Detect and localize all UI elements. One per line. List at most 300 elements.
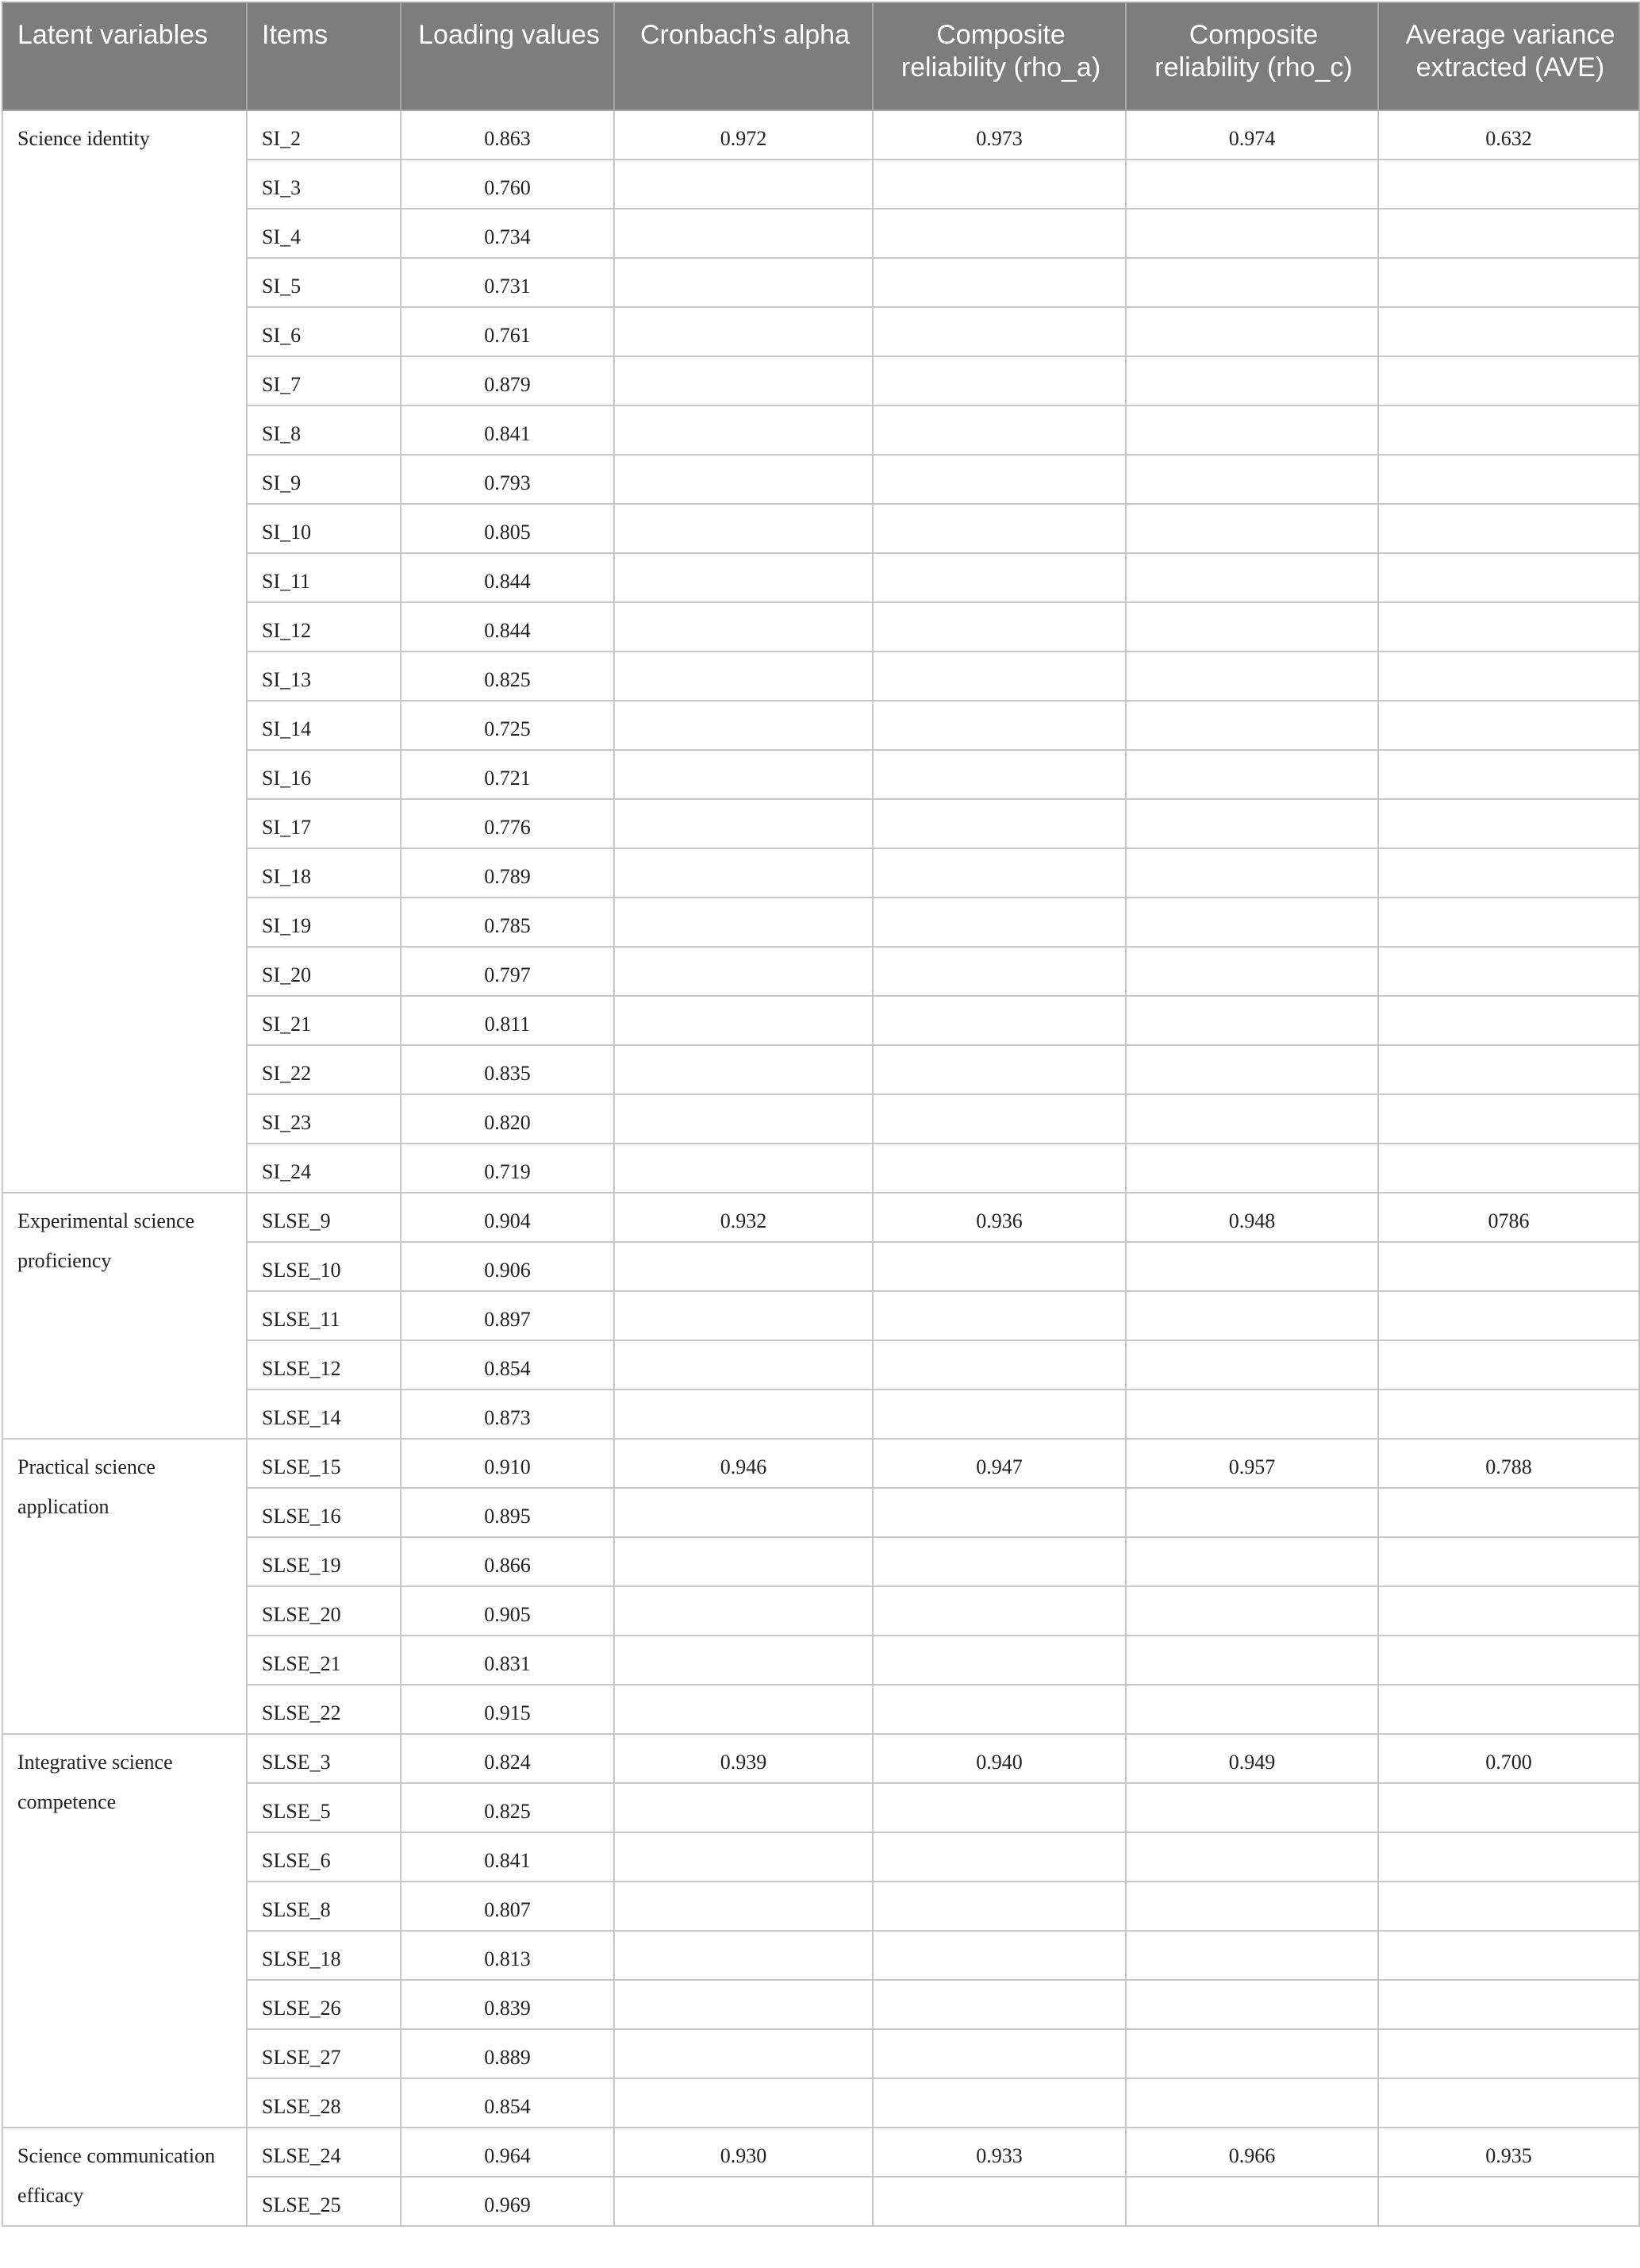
loading-value-cell: 0.805 (401, 504, 614, 553)
loading-value-cell: 0.721 (401, 750, 614, 799)
table-row (2, 1685, 1639, 1734)
loading-value-cell: 0.866 (401, 1537, 614, 1586)
header-composite-reliability-rho-a: Composite reliability (rho_a) (873, 2, 1126, 110)
loading-value-cell: 0.839 (401, 1980, 614, 2029)
table-row (2, 602, 1639, 652)
item-cell: SI_3 (247, 160, 401, 209)
loading-value-cell: 0.905 (401, 1586, 614, 1636)
loading-value-cell: 0.797 (401, 947, 614, 996)
table-row (2, 1832, 1639, 1882)
header-row (2, 2, 1639, 110)
rho-a-cell (873, 1586, 1126, 1636)
rho-a-cell (873, 2078, 1126, 2128)
rho-c-cell (1126, 209, 1378, 258)
rho-c-cell (1126, 1931, 1378, 1980)
ave-cell (1378, 701, 1639, 750)
item-cell: SI_20 (247, 947, 401, 996)
table-row (2, 750, 1639, 799)
alpha-cell (614, 1291, 873, 1340)
rho-a-cell: 0.973 (873, 110, 1126, 160)
rho-c-cell (1126, 307, 1378, 356)
rho-c-cell (1126, 455, 1378, 504)
loading-value-cell: 0.731 (401, 258, 614, 307)
loading-value-cell: 0.820 (401, 1094, 614, 1144)
alpha-cell (614, 1094, 873, 1144)
loading-value-cell: 0.835 (401, 1045, 614, 1094)
rho-a-cell (873, 652, 1126, 701)
alpha-cell (614, 1242, 873, 1291)
rho-c-cell (1126, 1291, 1378, 1340)
header-ave: Average variance extracted (AVE) (1378, 2, 1639, 110)
item-cell: SLSE_14 (247, 1390, 401, 1439)
header-latent-variables: Latent variables (2, 2, 247, 110)
loading-value-cell: 0.831 (401, 1636, 614, 1685)
item-cell: SLSE_20 (247, 1586, 401, 1636)
rho-a-cell (873, 1783, 1126, 1832)
item-cell: SI_22 (247, 1045, 401, 1094)
rho-a-cell (873, 504, 1126, 553)
ave-cell (1378, 1783, 1639, 1832)
loading-value-cell: 0.825 (401, 652, 614, 701)
rho-a-cell (873, 996, 1126, 1045)
item-cell: SLSE_19 (247, 1537, 401, 1586)
ave-cell (1378, 1144, 1639, 1193)
rho-c-cell (1126, 1242, 1378, 1291)
ave-cell (1378, 898, 1639, 947)
table-row (2, 1882, 1639, 1931)
latent-variable-cell: Integrative science competence (2, 1734, 247, 2128)
alpha-cell: 0.932 (614, 1193, 873, 1242)
alpha-cell (614, 898, 873, 947)
rho-c-cell (1126, 1094, 1378, 1144)
loading-value-cell: 0.734 (401, 209, 614, 258)
item-cell: SI_18 (247, 848, 401, 898)
loading-value-cell: 0.844 (401, 553, 614, 602)
loading-value-cell: 0.906 (401, 1242, 614, 1291)
alpha-cell (614, 406, 873, 455)
table-row (2, 1931, 1639, 1980)
loading-value-cell: 0.761 (401, 307, 614, 356)
loading-value-cell: 0.760 (401, 160, 614, 209)
alpha-cell (614, 1390, 873, 1439)
table-row (2, 1734, 1639, 1783)
item-cell: SI_8 (247, 406, 401, 455)
rho-a-cell (873, 1832, 1126, 1882)
ave-cell (1378, 406, 1639, 455)
alpha-cell (614, 307, 873, 356)
ave-cell (1378, 1685, 1639, 1734)
rho-a-cell (873, 898, 1126, 947)
ave-cell (1378, 1291, 1639, 1340)
table-row (2, 209, 1639, 258)
loading-value-cell: 0.915 (401, 1685, 614, 1734)
loading-value-cell: 0.719 (401, 1144, 614, 1193)
latent-variable-cell: Science communication efficacy (2, 2128, 247, 2226)
item-cell: SLSE_26 (247, 1980, 401, 2029)
table-row (2, 1193, 1639, 1242)
loading-value-cell: 0.824 (401, 1734, 614, 1783)
loading-value-cell: 0.776 (401, 799, 614, 848)
rho-c-cell (1126, 1882, 1378, 1931)
table-row (2, 1144, 1639, 1193)
ave-cell: 0786 (1378, 1193, 1639, 1242)
loading-value-cell: 0.813 (401, 1931, 614, 1980)
rho-c-cell (1126, 701, 1378, 750)
header-composite-reliability-rho-c: Composite reliability (rho_c) (1126, 2, 1378, 110)
rho-c-cell (1126, 1340, 1378, 1390)
item-cell: SLSE_21 (247, 1636, 401, 1685)
rho-c-cell (1126, 1783, 1378, 1832)
ave-cell (1378, 2029, 1639, 2078)
latent-variable-cell: Science identity (2, 110, 247, 1193)
table-body (2, 110, 1639, 2226)
rho-a-cell (873, 848, 1126, 898)
item-cell: SI_2 (247, 110, 401, 160)
rho-a-cell (873, 1094, 1126, 1144)
ave-cell: 0.788 (1378, 1439, 1639, 1488)
rho-a-cell (873, 356, 1126, 406)
reliability-table (2, 2, 1640, 2227)
item-cell: SLSE_24 (247, 2128, 401, 2177)
item-cell: SI_4 (247, 209, 401, 258)
table-row (2, 1242, 1639, 1291)
table-row (2, 160, 1639, 209)
table-row (2, 406, 1639, 455)
item-cell: SLSE_6 (247, 1832, 401, 1882)
ave-cell (1378, 1586, 1639, 1636)
table-row (2, 799, 1639, 848)
rho-a-cell (873, 799, 1126, 848)
rho-c-cell (1126, 1144, 1378, 1193)
item-cell: SI_6 (247, 307, 401, 356)
item-cell: SLSE_5 (247, 1783, 401, 1832)
latent-variable-cell: Experimental science proficiency (2, 1193, 247, 1439)
ave-cell (1378, 1488, 1639, 1537)
loading-value-cell: 0.879 (401, 356, 614, 406)
loading-value-cell: 0.841 (401, 406, 614, 455)
item-cell: SLSE_10 (247, 1242, 401, 1291)
item-cell: SI_5 (247, 258, 401, 307)
rho-c-cell (1126, 1636, 1378, 1685)
ave-cell (1378, 1832, 1639, 1882)
loading-value-cell: 0.863 (401, 110, 614, 160)
loading-value-cell: 0.889 (401, 2029, 614, 2078)
alpha-cell (614, 652, 873, 701)
rho-a-cell (873, 258, 1126, 307)
item-cell: SLSE_18 (247, 1931, 401, 1980)
loading-value-cell: 0.785 (401, 898, 614, 947)
rho-c-cell (1126, 1045, 1378, 1094)
rho-a-cell (873, 1340, 1126, 1390)
table-row (2, 2029, 1639, 2078)
item-cell: SI_10 (247, 504, 401, 553)
loading-value-cell: 0.854 (401, 2078, 614, 2128)
loading-value-cell: 0.854 (401, 1340, 614, 1390)
alpha-cell (614, 1537, 873, 1586)
ave-cell (1378, 356, 1639, 406)
rho-a-cell (873, 1488, 1126, 1537)
table-row (2, 2177, 1639, 2226)
ave-cell (1378, 553, 1639, 602)
loading-value-cell: 0.807 (401, 1882, 614, 1931)
table-row (2, 2078, 1639, 2128)
item-cell: SI_21 (247, 996, 401, 1045)
alpha-cell (614, 504, 873, 553)
rho-a-cell (873, 1045, 1126, 1094)
ave-cell (1378, 1537, 1639, 1586)
alpha-cell (614, 1882, 873, 1931)
rho-c-cell (1126, 848, 1378, 898)
rho-a-cell (873, 750, 1126, 799)
rho-a-cell (873, 209, 1126, 258)
item-cell: SLSE_25 (247, 2177, 401, 2226)
ave-cell (1378, 307, 1639, 356)
loading-value-cell: 0.910 (401, 1439, 614, 1488)
loading-value-cell: 0.904 (401, 1193, 614, 1242)
alpha-cell (614, 1586, 873, 1636)
ave-cell (1378, 258, 1639, 307)
item-cell: SI_16 (247, 750, 401, 799)
rho-c-cell (1126, 1980, 1378, 2029)
alpha-cell (614, 1783, 873, 1832)
rho-c-cell (1126, 2029, 1378, 2078)
alpha-cell (614, 750, 873, 799)
table-row (2, 504, 1639, 553)
rho-a-cell (873, 701, 1126, 750)
ave-cell (1378, 504, 1639, 553)
rho-a-cell (873, 553, 1126, 602)
rho-c-cell (1126, 504, 1378, 553)
item-cell: SLSE_16 (247, 1488, 401, 1537)
table-row (2, 701, 1639, 750)
loading-value-cell: 0.811 (401, 996, 614, 1045)
item-cell: SLSE_22 (247, 1685, 401, 1734)
rho-c-cell (1126, 996, 1378, 1045)
item-cell: SI_19 (247, 898, 401, 947)
rho-c-cell (1126, 258, 1378, 307)
loading-value-cell: 0.897 (401, 1291, 614, 1340)
ave-cell (1378, 799, 1639, 848)
alpha-cell (614, 799, 873, 848)
ave-cell (1378, 750, 1639, 799)
rho-a-cell: 0.933 (873, 2128, 1126, 2177)
table-row (2, 1586, 1639, 1636)
loading-value-cell: 0.725 (401, 701, 614, 750)
item-cell: SLSE_3 (247, 1734, 401, 1783)
table-row (2, 1291, 1639, 1340)
item-cell: SI_7 (247, 356, 401, 406)
alpha-cell (614, 209, 873, 258)
rho-c-cell (1126, 406, 1378, 455)
table-row (2, 1340, 1639, 1390)
item-cell: SLSE_28 (247, 2078, 401, 2128)
rho-a-cell (873, 1685, 1126, 1734)
alpha-cell (614, 356, 873, 406)
table-row (2, 1094, 1639, 1144)
ave-cell (1378, 848, 1639, 898)
rho-a-cell: 0.947 (873, 1439, 1126, 1488)
table-row (2, 1045, 1639, 1094)
rho-a-cell: 0.936 (873, 1193, 1126, 1242)
alpha-cell (614, 848, 873, 898)
ave-cell: 0.935 (1378, 2128, 1639, 2177)
rho-a-cell (873, 1980, 1126, 2029)
alpha-cell (614, 1931, 873, 1980)
header-items: Items (247, 2, 401, 110)
rho-c-cell (1126, 160, 1378, 209)
alpha-cell (614, 160, 873, 209)
rho-a-cell (873, 160, 1126, 209)
alpha-cell (614, 2078, 873, 2128)
alpha-cell (614, 258, 873, 307)
rho-a-cell (873, 455, 1126, 504)
item-cell: SI_13 (247, 652, 401, 701)
rho-a-cell (873, 1931, 1126, 1980)
rho-a-cell (873, 2177, 1126, 2226)
alpha-cell: 0.939 (614, 1734, 873, 1783)
ave-cell (1378, 455, 1639, 504)
alpha-cell (614, 2029, 873, 2078)
rho-a-cell (873, 602, 1126, 652)
rho-c-cell (1126, 799, 1378, 848)
ave-cell (1378, 996, 1639, 1045)
rho-c-cell (1126, 1586, 1378, 1636)
header-cronbachs-alpha: Cronbach’s alpha (614, 2, 873, 110)
ave-cell (1378, 209, 1639, 258)
table-row (2, 898, 1639, 947)
ave-cell: 0.700 (1378, 1734, 1639, 1783)
alpha-cell (614, 1636, 873, 1685)
rho-c-cell (1126, 602, 1378, 652)
alpha-cell (614, 1685, 873, 1734)
loading-value-cell: 0.969 (401, 2177, 614, 2226)
ave-cell (1378, 1390, 1639, 1439)
rho-a-cell (873, 1390, 1126, 1439)
rho-a-cell (873, 406, 1126, 455)
table-row (2, 1980, 1639, 2029)
table-row (2, 356, 1639, 406)
table-row (2, 1636, 1639, 1685)
alpha-cell: 0.946 (614, 1439, 873, 1488)
rho-c-cell (1126, 2177, 1378, 2226)
rho-c-cell (1126, 898, 1378, 947)
table-row (2, 996, 1639, 1045)
alpha-cell: 0.930 (614, 2128, 873, 2177)
item-cell: SLSE_11 (247, 1291, 401, 1340)
table-row (2, 307, 1639, 356)
rho-c-cell (1126, 1488, 1378, 1537)
table-row (2, 1439, 1639, 1488)
table-row (2, 947, 1639, 996)
item-cell: SLSE_15 (247, 1439, 401, 1488)
table-row (2, 2128, 1639, 2177)
table-row (2, 1390, 1639, 1439)
alpha-cell (614, 553, 873, 602)
header-loading-values: Loading values (401, 2, 614, 110)
table-row (2, 553, 1639, 602)
loading-value-cell: 0.789 (401, 848, 614, 898)
alpha-cell (614, 1488, 873, 1537)
alpha-cell (614, 455, 873, 504)
ave-cell (1378, 1882, 1639, 1931)
loading-value-cell: 0.964 (401, 2128, 614, 2177)
ave-cell (1378, 652, 1639, 701)
rho-c-cell (1126, 356, 1378, 406)
rho-c-cell (1126, 652, 1378, 701)
rho-c-cell (1126, 1832, 1378, 1882)
alpha-cell: 0.972 (614, 110, 873, 160)
ave-cell (1378, 947, 1639, 996)
rho-a-cell (873, 1537, 1126, 1586)
ave-cell (1378, 160, 1639, 209)
item-cell: SLSE_9 (247, 1193, 401, 1242)
ave-cell (1378, 2078, 1639, 2128)
alpha-cell (614, 1340, 873, 1390)
rho-a-cell (873, 1882, 1126, 1931)
alpha-cell (614, 1980, 873, 2029)
loading-value-cell: 0.825 (401, 1783, 614, 1832)
ave-cell (1378, 1242, 1639, 1291)
ave-cell (1378, 1931, 1639, 1980)
rho-c-cell (1126, 1685, 1378, 1734)
item-cell: SLSE_27 (247, 2029, 401, 2078)
alpha-cell (614, 1832, 873, 1882)
rho-a-cell (873, 2029, 1126, 2078)
item-cell: SI_12 (247, 602, 401, 652)
ave-cell (1378, 1636, 1639, 1685)
rho-c-cell: 0.949 (1126, 1734, 1378, 1783)
rho-c-cell: 0.948 (1126, 1193, 1378, 1242)
ave-cell (1378, 1094, 1639, 1144)
ave-cell (1378, 1980, 1639, 2029)
item-cell: SLSE_12 (247, 1340, 401, 1390)
alpha-cell (614, 996, 873, 1045)
rho-c-cell: 0.957 (1126, 1439, 1378, 1488)
alpha-cell (614, 1045, 873, 1094)
item-cell: SI_11 (247, 553, 401, 602)
ave-cell (1378, 2177, 1639, 2226)
rho-c-cell (1126, 2078, 1378, 2128)
rho-a-cell (873, 1291, 1126, 1340)
alpha-cell (614, 701, 873, 750)
item-cell: SI_17 (247, 799, 401, 848)
table-row (2, 1488, 1639, 1537)
rho-c-cell (1126, 750, 1378, 799)
table-row (2, 455, 1639, 504)
item-cell: SLSE_8 (247, 1882, 401, 1931)
item-cell: SI_23 (247, 1094, 401, 1144)
loading-value-cell: 0.895 (401, 1488, 614, 1537)
item-cell: SI_14 (247, 701, 401, 750)
ave-cell (1378, 602, 1639, 652)
rho-c-cell: 0.974 (1126, 110, 1378, 160)
rho-a-cell: 0.940 (873, 1734, 1126, 1783)
table-row (2, 110, 1639, 160)
ave-cell: 0.632 (1378, 110, 1639, 160)
table-row (2, 652, 1639, 701)
alpha-cell (614, 602, 873, 652)
alpha-cell (614, 947, 873, 996)
item-cell: SI_9 (247, 455, 401, 504)
rho-c-cell (1126, 1390, 1378, 1439)
rho-a-cell (873, 1144, 1126, 1193)
ave-cell (1378, 1045, 1639, 1094)
rho-a-cell (873, 307, 1126, 356)
rho-a-cell (873, 1636, 1126, 1685)
loading-value-cell: 0.841 (401, 1832, 614, 1882)
table-row (2, 848, 1639, 898)
ave-cell (1378, 1340, 1639, 1390)
